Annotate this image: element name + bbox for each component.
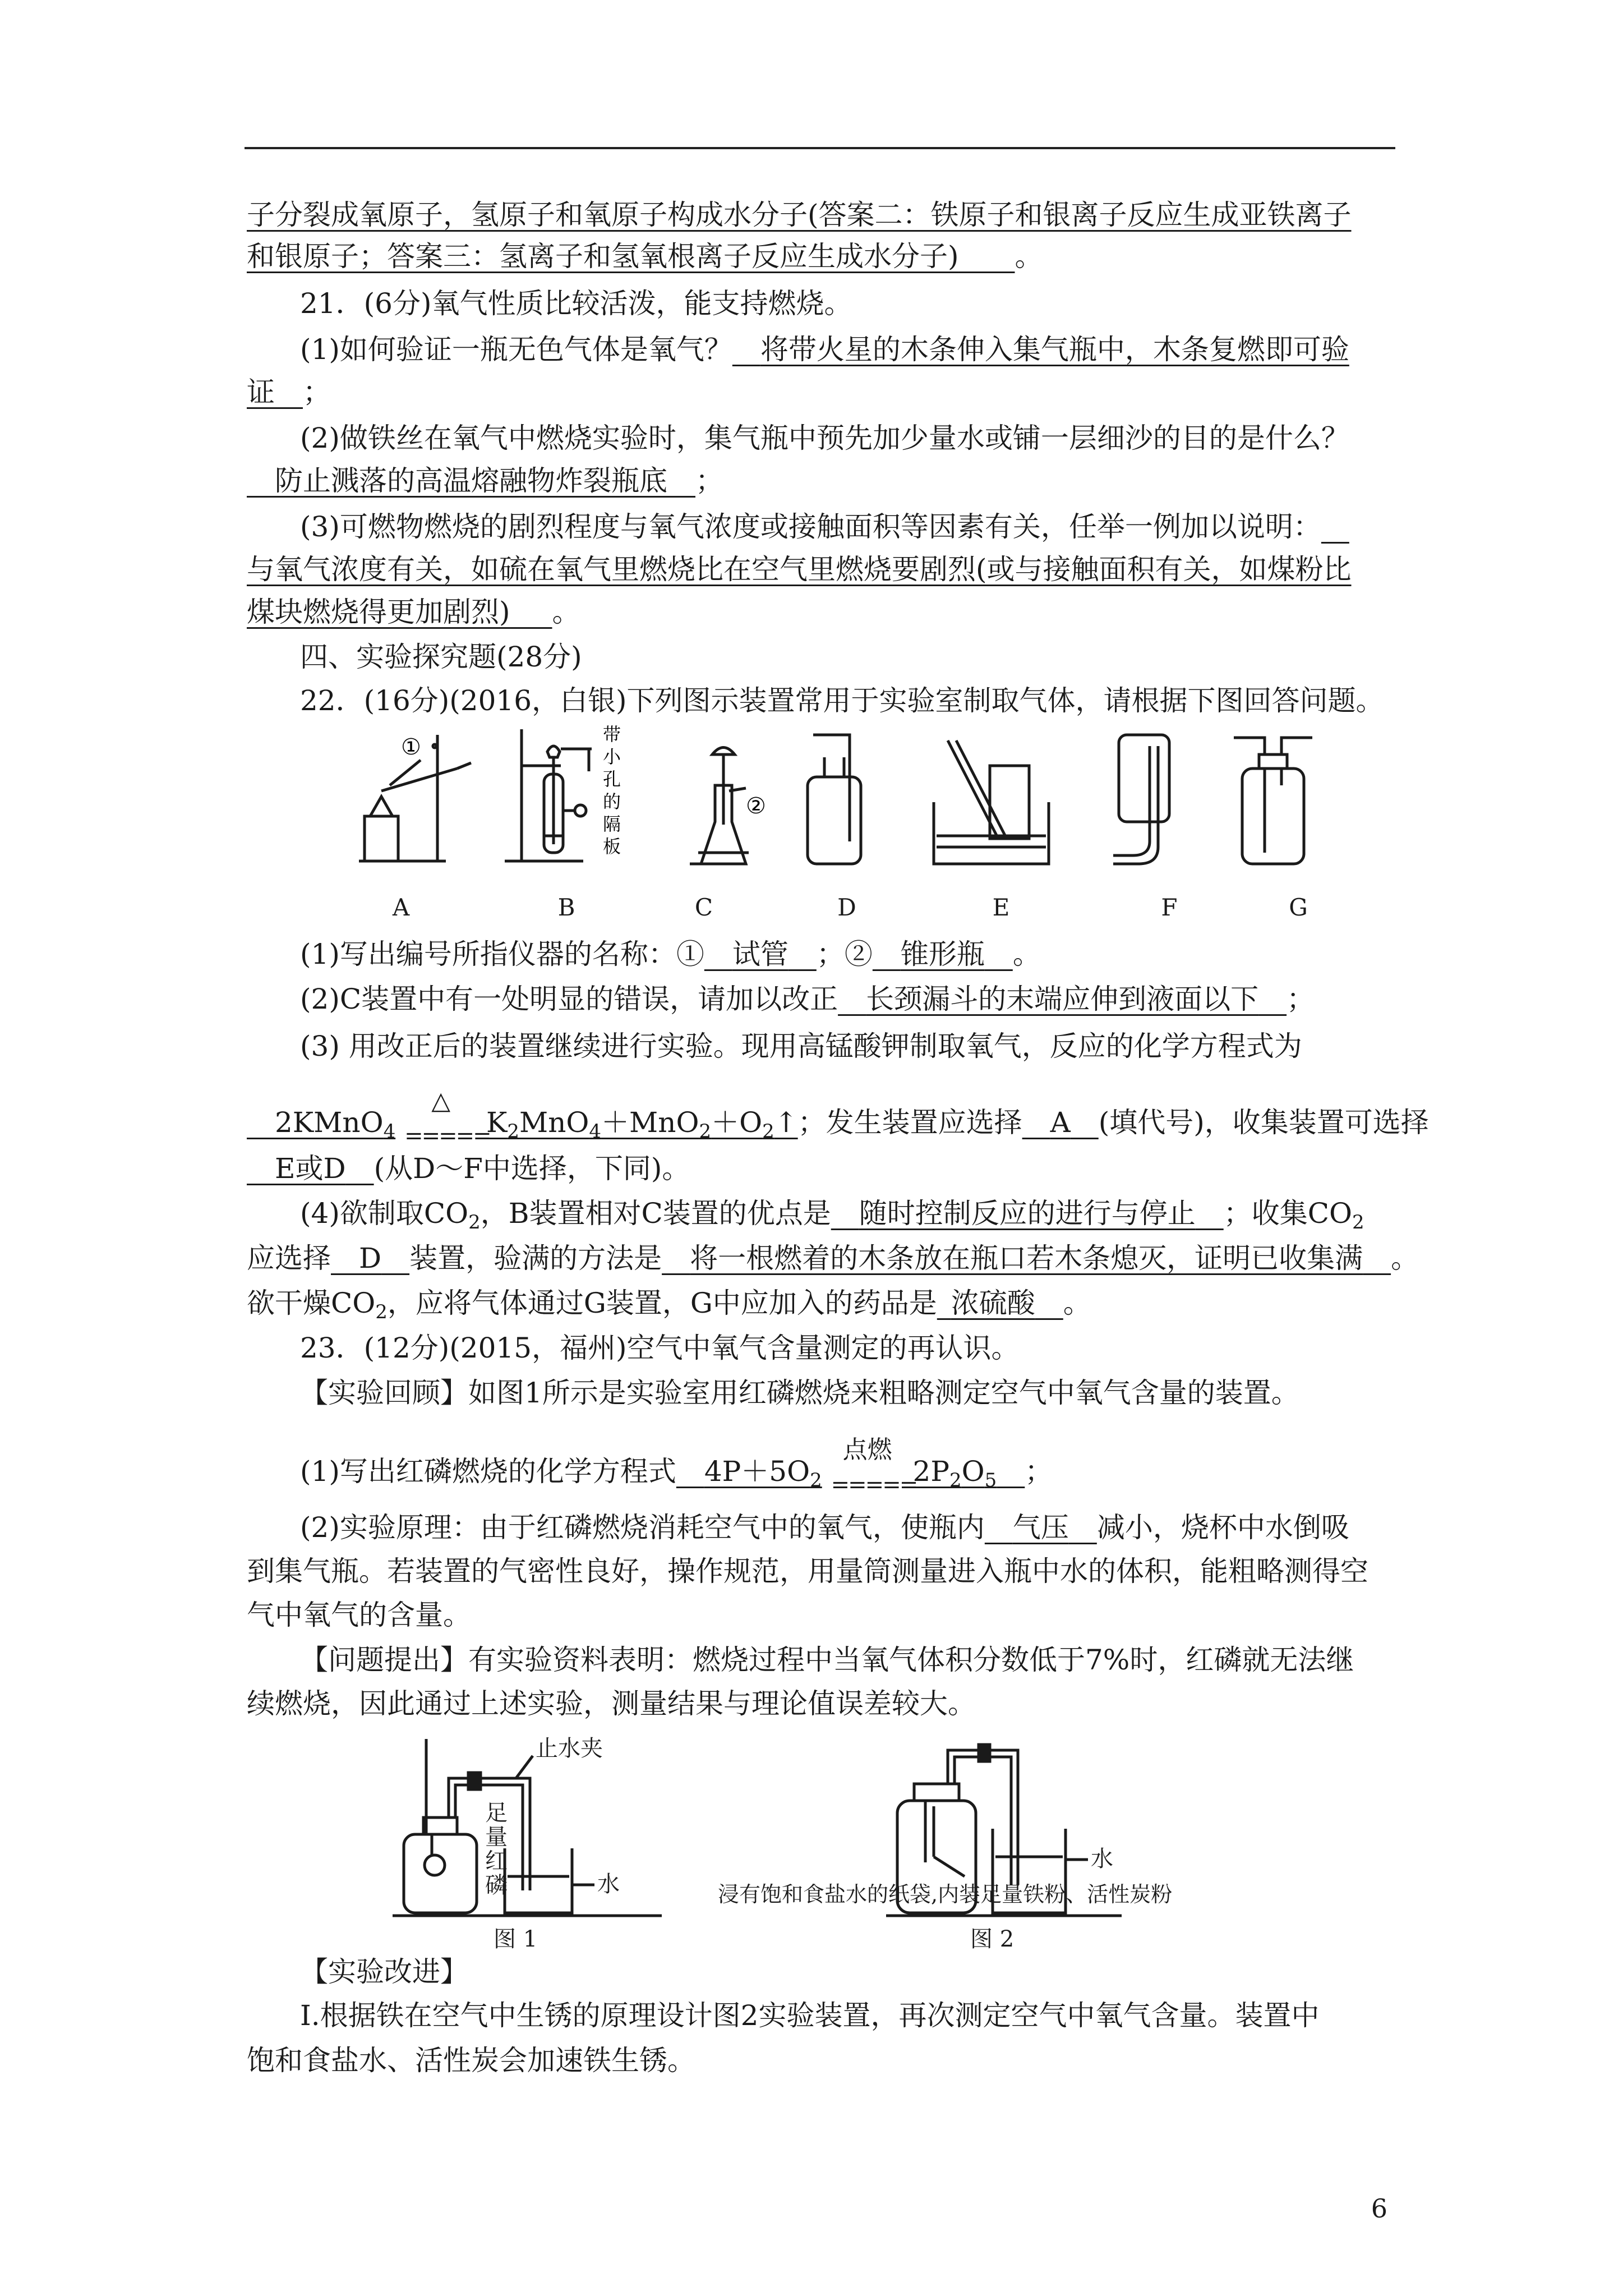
label-a: A <box>392 894 410 921</box>
answer-line-2: 和银原子；答案三：氢离子和氢氧根离子反应生成水分子) 。 <box>247 240 1043 273</box>
apparatus-e <box>934 740 1049 864</box>
label-circle-2: ② <box>746 793 766 819</box>
question-23-2-end: 气中氧气的含量。 <box>247 1599 471 1631</box>
red-p-3: 红 <box>485 1848 508 1874</box>
question-22-3: (3) 用改正后的装置继续进行实验。现用高锰酸钾制取氧气，反应的化学方程式为 <box>300 1030 1302 1062</box>
answer-line-1: 子分裂成氧原子，氢原子和氧原子构成水分子(答案二：铁原子和银离子反应生成亚铁离子 <box>247 199 1352 231</box>
question-21-2-answer: 防止溅落的高温熔融物炸裂瓶底 ； <box>275 464 723 497</box>
question-23-problem: 【问题提出】有实验资料表明：燃烧过程中当氧气体积分数低于7%时，红磷就无法继 <box>300 1644 1354 1676</box>
apparatus-g <box>1234 738 1312 864</box>
label-f: F <box>1161 894 1178 921</box>
red-p-2: 量 <box>485 1824 508 1850</box>
question-22-4-dry: 欲干燥$CO_2$，应将气体通过G装置，G中应加入的药品是 浓硫酸 。 <box>247 1287 1091 1323</box>
question-23-improve-1: Ⅰ.根据铁在空气中生锈的原理设计图2实验装置，再次测定空气中氧气含量。装置中 <box>300 1999 1320 2032</box>
fig-2-caption: 图 2 <box>970 1926 1015 1952</box>
clamp-label: 止水夹 <box>536 1736 603 1761</box>
question-22-3-collect: E或D (从D～F中选择，下同)。 <box>275 1152 690 1185</box>
b-note-1: 带 <box>603 724 621 745</box>
question-22-2: (2)C装置中有一处明显的错误，请加以改正 长颈漏斗的末端应伸到液面以下 ； <box>300 983 1315 1015</box>
question-22-4-cont: 应选择 D 装置，验满的方法是 将一根燃着的木条放在瓶口若木条熄灭，证明已收集满 。 <box>247 1242 1419 1274</box>
b-note-2: 小 <box>603 746 621 767</box>
question-21-1: (1)如何验证一瓶无色气体是氧气？ 将带火星的木条伸入集气瓶中，木条复燃即可验 <box>300 333 1349 366</box>
red-p-1: 足 <box>485 1800 508 1826</box>
label-e: E <box>992 894 1010 921</box>
question-23-2-cont: 到集气瓶。若装置的气密性良好，操作规范，用量筒测量进入瓶中水的体积，能粗略测得空 <box>247 1555 1368 1588</box>
apparatus-c <box>690 748 749 864</box>
question-23-problem-cont: 续燃烧，因此通过上述实验，测量结果与理论值误差较大。 <box>247 1687 976 1720</box>
question-23-improve: 【实验改进】 <box>300 1955 468 1988</box>
apparatus-f <box>1113 735 1169 864</box>
label-g: G <box>1289 894 1308 921</box>
question-22-3-equation: 2KMnO$_4$ △ ===== $K_2MnO_4+MnO_2+O_2↑$；发生装置应选择 A (填代号)，收集装置可选择 <box>275 1087 1429 1149</box>
question-23-2: (2)实验原理：由于红磷燃烧消耗空气中的氧气，使瓶内 气压 减小，烧杯中水倒吸 <box>300 1511 1349 1544</box>
question-22: 22．(16分)(2016，白银)下列图示装置常用于实验室制取气体，请根据下图回答问题。 <box>300 684 1384 717</box>
question-21-3: (3)可燃物燃烧的剧烈程度与氧气浓度或接触面积等因素有关，任举一例加以说明： <box>300 510 1321 543</box>
header-rule <box>245 147 1395 149</box>
question-22-4: (4)欲制取$CO_2$，B装置相对C装置的优点是 随时控制反应的进行与停止 ；收集$CO_2$ <box>300 1197 1364 1234</box>
section-4-title: 四、实验探究题(28分) <box>300 641 582 673</box>
apparatus-b <box>505 729 592 861</box>
label-circle-1: ① <box>401 734 421 760</box>
question-23-improve-1-cont: 饱和食盐水、活性炭会加速铁生锈。 <box>247 2044 695 2077</box>
oxygen-measurement-figures <box>393 1722 1346 1958</box>
water-label-1: 水 <box>597 1871 620 1897</box>
question-21-3-answer: 与氧气浓度有关，如硫在氧气里燃烧比在空气里燃烧要剧烈(或与接触面积有关，如煤粉比 <box>247 553 1352 586</box>
question-22-1: (1)写出编号所指仪器的名称：① 试管 ；② 锥形瓶 。 <box>300 938 1041 970</box>
b-note-5: 隔 <box>603 813 621 835</box>
question-21-3-answer-cont: 煤块燃烧得更加剧烈) 。 <box>247 596 580 628</box>
apparatus-d <box>808 735 861 864</box>
water-label-2: 水 <box>1091 1846 1113 1872</box>
question-23-1: (1)写出红磷燃烧的化学方程式 $4P+5O_2$ 点燃 ===== $2P_2O_5$ ； <box>300 1435 1053 1498</box>
red-p-4: 磷 <box>485 1872 508 1898</box>
label-b: B <box>557 894 575 921</box>
question-23-review: 【实验回顾】如图1所示是实验室用红磷燃烧来粗略测定空气中氧气含量的装置。 <box>300 1377 1299 1409</box>
question-21-1-cont: 证 ； <box>247 376 331 408</box>
b-note-6: 板 <box>603 836 621 857</box>
bag-label: 浸有饱和食盐水的纸袋,内装足量铁粉、活性炭粉 <box>718 1882 1173 1907</box>
fig-1-caption: 图 1 <box>494 1926 538 1952</box>
b-note-4: 的 <box>603 791 621 812</box>
page-number: 6 <box>1371 2193 1387 2224</box>
b-note-3: 孔 <box>603 769 621 790</box>
label-d: D <box>837 894 856 921</box>
question-23: 23．(12分)(2015，福州)空气中氧气含量测定的再认识。 <box>300 1332 1020 1364</box>
question-21-2: (2)做铁丝在氧气中燃烧实验时，集气瓶中预先加少量水或铺一层细沙的目的是什么？ <box>300 422 1349 454</box>
label-c: C <box>694 894 713 921</box>
question-21: 21．(6分)氧气性质比较活泼，能支持燃烧。 <box>300 287 852 320</box>
